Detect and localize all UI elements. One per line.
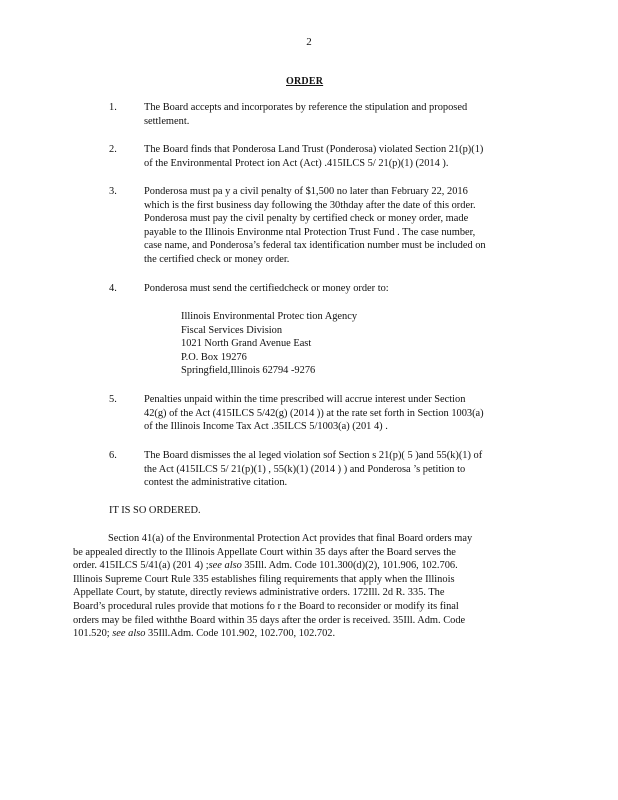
see-also-signal: see also <box>112 628 146 640</box>
address-line: 1021 North Grand Avenue East <box>181 338 312 350</box>
see-also-signal: see also <box>208 560 242 572</box>
item-line: contest the administrative citation. <box>144 477 288 489</box>
paragraph-text: 35Ill.Adm. Code 101.902, 102.700, 102.702. <box>145 628 336 640</box>
item-number: 3. <box>109 186 117 197</box>
item-number: 4. <box>109 283 117 294</box>
item-number: 6. <box>109 450 117 461</box>
paragraph-line: Illinois Supreme Court Rule 335 establishes filing requirements that apply when the Illinois <box>73 573 455 585</box>
item-line: Ponderosa must pay the civil penalty by certified check or money order, made <box>144 213 469 225</box>
appeal-paragraph <box>73 532 543 641</box>
item-line: the Act (415ILCS 5/ 21(p)(1) , 55(k)(1) (2014 ) ) and Ponderosa ’s petition to <box>144 463 466 475</box>
item-line: the certified check or money order. <box>144 253 290 265</box>
item-line: of the Environmental Protect ion Act (Act) .415ILCS 5/ 21(p)(1) (2014 ). <box>144 157 449 169</box>
paragraph-line <box>73 627 543 641</box>
mailing-address <box>181 310 357 378</box>
item-line: Penalties unpaid within the time prescribed will accrue interest under Section <box>144 394 466 405</box>
item-number: 2. <box>109 144 117 155</box>
paragraph-text: 101.520; <box>73 628 113 640</box>
item-line: of the Illinois Income Tax Act .35ILCS 5/1003(a) (201 4) . <box>144 421 388 433</box>
paragraph-line: be appealed directly to the Illinois Appellate Court within 35 days after the Board serves the <box>73 546 456 558</box>
item-line: which is the first business day following the 30thday after the date of this order. <box>144 199 476 211</box>
item-line: Ponderosa must send the certifiedcheck or money order to: <box>144 283 389 294</box>
item-text <box>144 393 540 434</box>
paragraph-line: Appellate Court, by statute, directly reviews administrative orders. 172Ill. 2d R. 335. The <box>73 587 445 599</box>
paragraph-line <box>73 559 543 573</box>
paragraph-line: Board’s procedural rules provide that motions fo r the Board to reconsider or modify its final <box>73 600 459 612</box>
address-line: Fiscal Services Division <box>181 324 283 336</box>
item-number: 1. <box>109 102 117 113</box>
item-line: 42(g) of the Act (415ILCS 5/42(g) (2014 )) at the rate set forth in Section 1003(a) <box>144 407 484 419</box>
item-text <box>144 282 540 296</box>
paragraph-line: Section 41(a) of the Environmental Protection Act provides that final Board orders may <box>108 533 473 544</box>
item-line: Ponderosa must pa y a civil penalty of $1,500 no later than February 22, 2016 <box>144 186 468 197</box>
item-number: 5. <box>109 394 117 405</box>
item-text <box>144 449 540 490</box>
closing-statement: IT IS SO ORDERED. <box>109 505 201 516</box>
page-number: 2 <box>306 36 312 48</box>
item-text <box>144 185 540 267</box>
item-text <box>144 143 540 170</box>
paragraph-text: order. 415ILCS 5/41(a) (201 4) ; <box>73 560 209 572</box>
item-line: The Board accepts and incorporates by reference the stipulation and proposed <box>144 102 468 113</box>
paragraph-text: 35Ill. Adm. Code 101.300(d)(2), 101.906, 102.706. <box>241 560 458 572</box>
item-line: The Board dismisses the al leged violation sof Section s 21(p)( 5 )and 55(k)(1) of <box>144 450 483 461</box>
paragraph-line: orders may be filed withthe Board within 35 days after the order is received. 35Ill. Adm. Code <box>73 614 466 626</box>
address-line: P.O. Box 19276 <box>181 351 247 363</box>
item-line: case name, and Ponderosa’s federal tax identification number must be included on <box>144 240 486 252</box>
item-line: payable to the Illinois Environme ntal Protection Trust Fund . The case number, <box>144 226 476 238</box>
item-text <box>144 101 540 128</box>
order-heading: ORDER <box>286 76 324 87</box>
address-line: Springfield,Illinois 62794 -9276 <box>181 365 316 377</box>
address-line: Illinois Environmental Protec tion Agency <box>181 311 358 322</box>
item-line: settlement. <box>144 115 190 127</box>
item-line: The Board finds that Ponderosa Land Trust (Ponderosa) violated Section 21(p)(1) <box>144 144 484 155</box>
